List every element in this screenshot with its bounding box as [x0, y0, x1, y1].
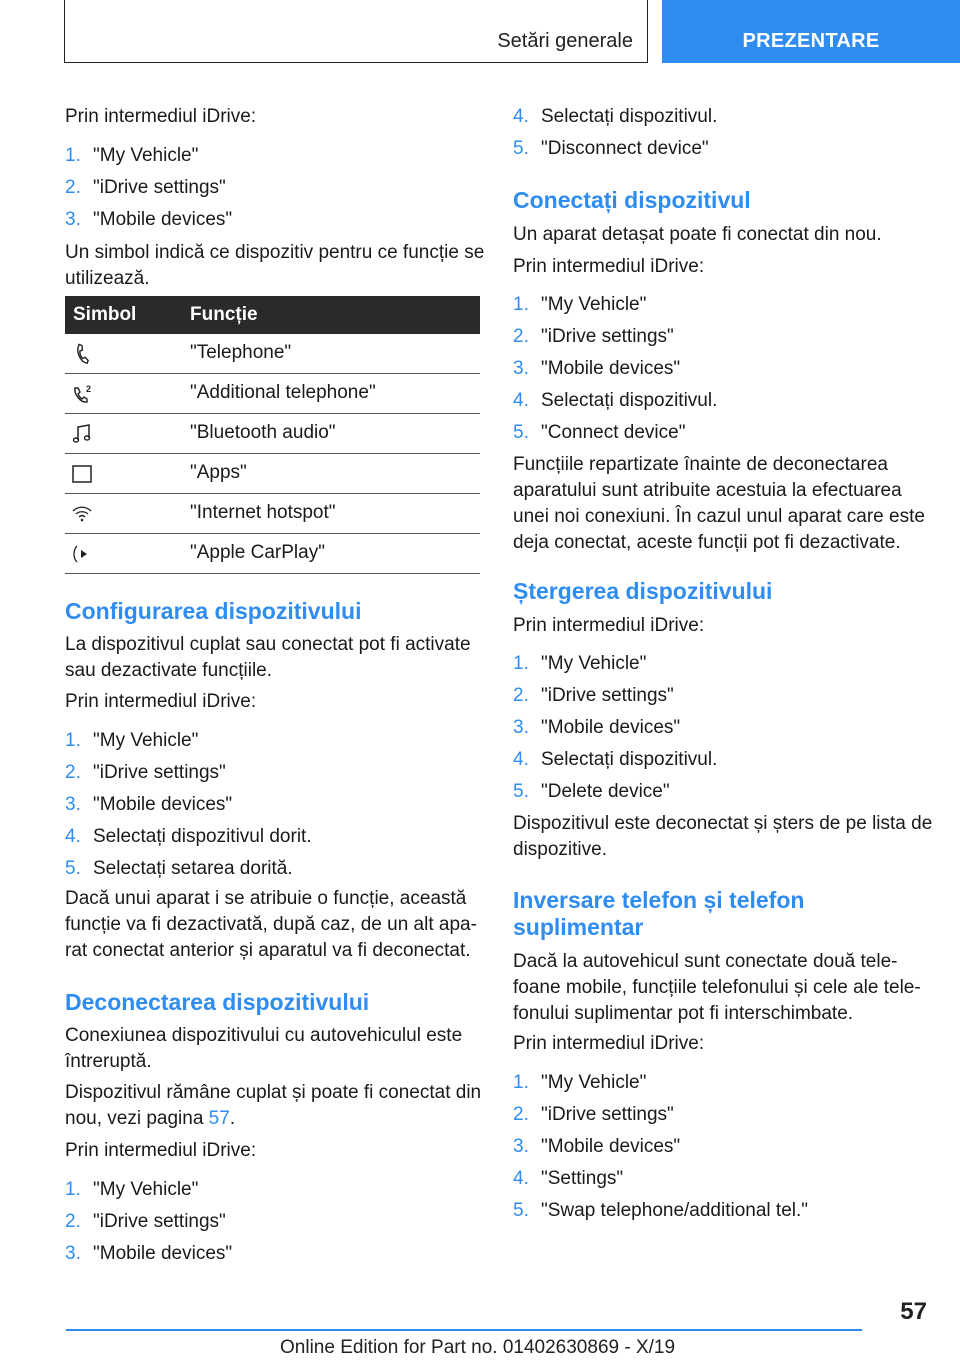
disconnect-text: Conexiunea dispozitivului cu autovehiculul este întreruptă.: [65, 1025, 463, 1072]
list-text: Selectați dispozitivul.: [541, 749, 718, 770]
page-number: 57: [900, 1298, 927, 1325]
list-text: Selectați dispozitivul.: [541, 390, 718, 411]
table-row: [65, 454, 480, 494]
list-number: 5.: [513, 138, 529, 159]
list-text: "Swap telephone/additional tel.": [541, 1200, 809, 1221]
list-text: "Connect device": [541, 422, 686, 443]
list-number: 2.: [513, 326, 529, 347]
disconnect-text-2-body: Dispozitivul rămâne cuplat și poate fi conectat din nou, vezi pagina: [65, 1082, 482, 1129]
list-number: 5.: [513, 422, 529, 443]
delete-intro: Prin intermediul iDrive:: [513, 615, 705, 636]
list-text: Selectați setarea dorită.: [93, 858, 293, 879]
list-number: 2.: [513, 685, 529, 706]
list-number: 3.: [513, 717, 529, 738]
header-section-box: [64, 0, 648, 63]
config-heading: Configurarea dispozitivului: [65, 598, 362, 624]
list-text: "iDrive settings": [541, 685, 674, 706]
delete-note: Dispozitivul este deconectat și șters de pe lista de dispozitive.: [513, 813, 933, 860]
connect-heading: Conectați dispozitivul: [513, 187, 751, 213]
list-text: "Delete device": [541, 781, 670, 802]
delete-heading: Ștergerea dispozitivului: [513, 578, 773, 604]
list-text: "My Vehicle": [541, 653, 647, 674]
list-number: 1.: [65, 1179, 81, 1200]
function-label: "Bluetooth audio": [190, 422, 336, 443]
list-text: "My Vehicle": [93, 1179, 199, 1200]
list-text: "My Vehicle": [93, 730, 199, 751]
carplay-play-icon: [71, 543, 93, 565]
list-text: Selectați dispozitivul dorit.: [93, 826, 312, 847]
function-label: "Apps": [190, 462, 247, 483]
list-text: "Mobile devices": [541, 1136, 681, 1157]
list-number: 1.: [513, 294, 529, 315]
list-number: 3.: [65, 794, 81, 815]
list-text: "My Vehicle": [541, 294, 647, 315]
list-number: 4.: [513, 1168, 529, 1189]
list-number: 5.: [513, 781, 529, 802]
phone-icon: [71, 343, 93, 365]
table-row: [65, 534, 480, 574]
list-number: 5.: [65, 858, 81, 879]
list-text: Selectați dispozitivul.: [541, 106, 718, 127]
list-number: 4.: [513, 749, 529, 770]
list-text: "Mobile devices": [541, 358, 681, 379]
list-text: "iDrive settings": [541, 326, 674, 347]
swap-heading: Inversare telefon și telefon suplimentar: [513, 887, 805, 940]
list-text: "Mobile devices": [541, 717, 681, 738]
section-title: Setări generale: [497, 30, 633, 52]
list-text: "Disconnect device": [541, 138, 709, 159]
function-label: "Internet hotspot": [190, 502, 336, 523]
phone-2-icon: [71, 383, 93, 405]
swap-intro: Prin intermediul iDrive:: [513, 1033, 705, 1054]
list-number: 2.: [65, 762, 81, 783]
list-number: 4.: [65, 826, 81, 847]
disconnect-intro: Prin intermediul iDrive:: [65, 1140, 257, 1161]
list-text: "My Vehicle": [93, 145, 199, 166]
config-text: La dispozitivul cuplat sau conectat pot fi activate sau dezactivate funcțiile.: [65, 634, 471, 681]
connect-intro: Prin intermediul iDrive:: [513, 256, 705, 277]
list-number: 3.: [65, 209, 81, 230]
disconnect-text-2-end: .: [229, 1108, 236, 1129]
list-number: 1.: [513, 653, 529, 674]
table-row: [65, 494, 480, 534]
intro-text: Prin intermediul iDrive:: [65, 106, 257, 127]
list-text: "iDrive settings": [541, 1104, 674, 1125]
list-number: 1.: [65, 730, 81, 751]
list-number: 2.: [65, 1211, 81, 1232]
list-text: "iDrive settings": [93, 762, 226, 783]
table-header: [65, 296, 480, 334]
wifi-icon: [71, 503, 93, 525]
disconnect-heading: Deconectarea dispozitivului: [65, 989, 370, 1015]
disconnect-text-2: [65, 1080, 485, 1132]
list-number: 1.: [65, 145, 81, 166]
list-text: "Settings": [541, 1168, 624, 1189]
config-note: Dacă unui aparat i se atribuie o funcție, această funcție va fi dezactivată, după caz, de un alt aparat conectat anterior și aparatul va fi deconectat.: [65, 888, 477, 961]
list-number: 5.: [513, 1200, 529, 1221]
header-function: Funcție: [190, 304, 258, 325]
list-number: 3.: [65, 1243, 81, 1264]
list-text: "iDrive settings": [93, 1211, 226, 1232]
list-text: "My Vehicle": [541, 1072, 647, 1093]
list-text: "iDrive settings": [93, 177, 226, 198]
list-number: 3.: [513, 358, 529, 379]
symbol-table: [65, 296, 480, 574]
page-reference-link[interactable]: 57: [208, 1108, 230, 1129]
connect-note: Funcțiile repartizate înainte de deconectarea aparatului sunt atribuite acestuia la efectuarea unei noi conexiuni. În cazul unul aparat care este deja conectat, aceste funcții pot fi dezactivate.: [513, 454, 925, 553]
list-number: 4.: [513, 106, 529, 127]
table-row: [65, 374, 480, 414]
function-label: "Telephone": [190, 342, 292, 363]
footer-divider: [66, 1329, 862, 1331]
list-number: 4.: [513, 390, 529, 411]
header-symbol: Simbol: [73, 304, 137, 325]
chapter-title: PREZENTARE: [742, 30, 880, 52]
config-intro: Prin intermediul iDrive:: [65, 691, 257, 712]
footer-edition: Online Edition for Part no. 01402630869 - X/19: [280, 1337, 676, 1358]
list-text: "Mobile devices": [93, 1243, 233, 1264]
list-number: 3.: [513, 1136, 529, 1157]
function-label: "Additional telephone": [190, 382, 376, 403]
table-row: [65, 414, 480, 454]
svg-text:2: 2: [86, 384, 92, 394]
list-text: "Mobile devices": [93, 209, 233, 230]
connect-text: Un aparat detașat poate fi conectat din nou.: [513, 224, 882, 245]
music-note-icon: [71, 423, 93, 445]
symbol-description: Un simbol indică ce dispozitiv pentru ce funcție se utilizează.: [65, 242, 485, 289]
chapter-tab[interactable]: [662, 0, 960, 63]
table-row: [65, 334, 480, 374]
list-number: 1.: [513, 1072, 529, 1093]
function-label: "Apple CarPlay": [190, 542, 325, 563]
list-text: "Mobile devices": [93, 794, 233, 815]
list-number: 2.: [513, 1104, 529, 1125]
apps-square-icon: [71, 463, 93, 485]
swap-text: Dacă la autovehicul sunt conectate două telefoane mobile, funcțiile telefonului și cele ale telefonului suplimentar pot fi interschimbate.: [513, 951, 921, 1024]
list-number: 2.: [65, 177, 81, 198]
